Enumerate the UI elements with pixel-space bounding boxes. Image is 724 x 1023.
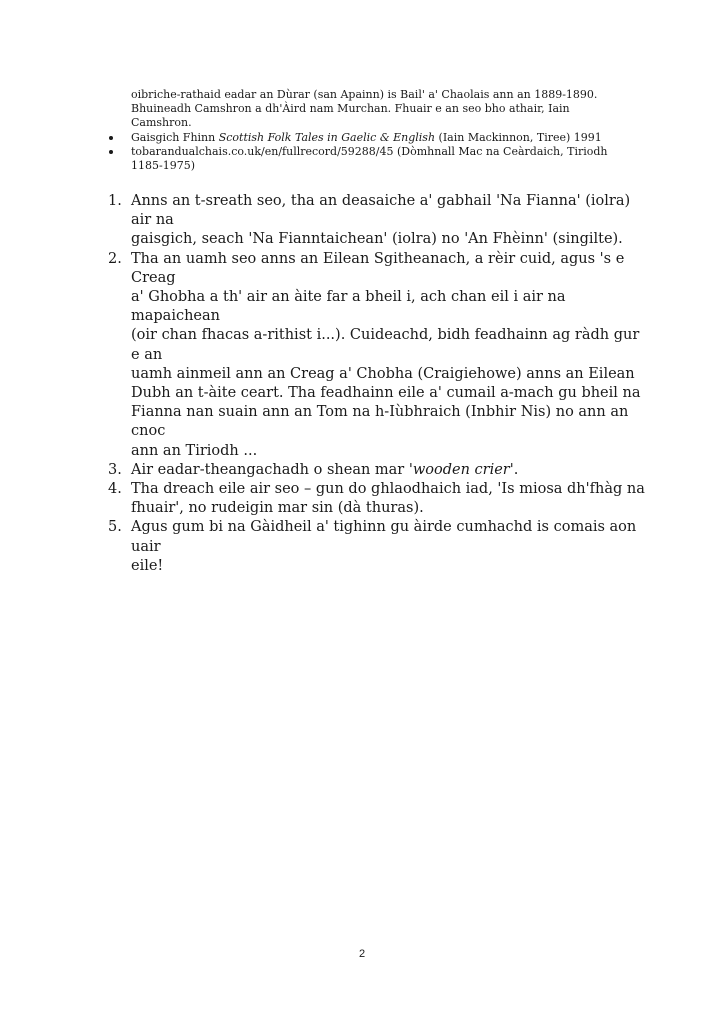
text-line: fhuair', no rudeigin mar sin (dà thuras). (131, 500, 424, 517)
endnote-item (108, 480, 648, 518)
text-line: Camshron. (131, 116, 192, 130)
text-line: Agus gum bi na Gàidheil a' tighinn gu àirde cumhachd is comais aon uair (131, 519, 637, 555)
text-line: Tha dreach eile air seo – gun do ghlaodhaich iad, 'Is miosa dh'fhàg na (131, 481, 645, 498)
text-line: Tha an uamh seo anns an Eilean Sgitheanach, a rèir cuid, agus 's e Creag (131, 250, 625, 286)
text-line: ann an Tiriodh ... (131, 442, 258, 459)
text-line: eile! (131, 557, 164, 574)
endnote-number: 4. (108, 481, 122, 498)
endnote-item (108, 250, 648, 461)
endnote-item (108, 461, 648, 480)
text-line: '. (509, 461, 519, 478)
text-line: Dubh an t-àite ceart. Tha feadhainn eile a' cumail a-mach gu bheil na (131, 385, 641, 402)
source-text: tobarandualchais.co.uk/en/fullrecord/59288/45 (Dòmhnall Mac na Ceàrdaich, Tiriodh (131, 145, 608, 159)
text-line: Bhuineadh Camshron a dh'Àird nam Murchan. Fhuair e an seo bho athair, Iain (131, 102, 570, 116)
endnote-number: 3. (108, 461, 122, 478)
endnotes-list (108, 192, 648, 576)
book-title: Scottish Folk Tales in Gaelic & English (218, 131, 436, 144)
endnote-item (108, 192, 648, 250)
endnote-number: 2. (108, 250, 122, 267)
text-line: uamh ainmeil ann an Creag a' Chobha (Craigiehowe) anns an Eilean (131, 365, 635, 382)
text-line: Air eadar-theangachadh o shean mar ' (131, 461, 413, 478)
bullet-icon (109, 136, 113, 140)
italic-term: wooden crier (412, 461, 510, 478)
bullet-icon (109, 150, 113, 154)
sources-list (108, 131, 612, 174)
text-line: oibriche-rathaid eadar an Dùrar (san Apainn) is Bail' a' Chaolais ann an 1889-1890. (131, 88, 598, 101)
source-text: Gaisgich Fhinn (131, 131, 219, 144)
endnote-number: 1. (108, 193, 122, 209)
source-item (108, 131, 612, 145)
text-line: Fianna nan suain ann an Tom na h-Iùbhraich (Inbhir Nis) no ann an cnoc (131, 404, 629, 440)
text-line: a' Ghobha a th' air an àite far a bheil i, ach chan eil i air na mapaichean (131, 289, 566, 325)
endnote-number: 5. (108, 519, 122, 536)
endnote-item (108, 518, 648, 576)
text-line: gaisgich, seach 'Na Fianntaichean' (iolra) no 'An Fhèinn' (singilte). (131, 231, 623, 248)
source-item (108, 145, 612, 173)
continued-footnote (131, 88, 611, 131)
page-number: 2 (358, 948, 366, 960)
source-text: 1185-1975) (131, 159, 195, 173)
text-line: (oir chan fhacas a-rithist i...). Cuideachd, bidh feadhainn ag ràdh gur e an (131, 327, 640, 363)
source-text: (Iain Mackinnon, Tiree) 1991 (435, 131, 602, 144)
text-line: Anns an t-sreath seo, tha an deasaiche a' gabhail 'Na Fianna' (iolra) air na (131, 193, 631, 229)
